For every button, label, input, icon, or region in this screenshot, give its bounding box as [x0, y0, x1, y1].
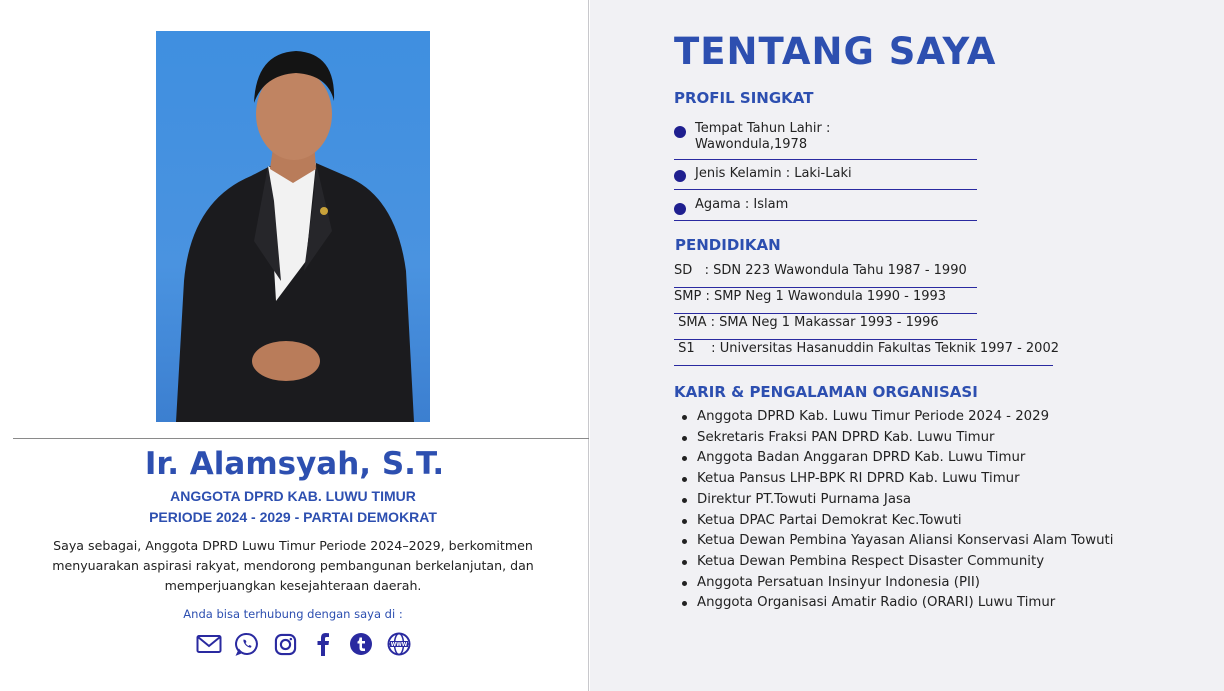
karir-item: Ketua Dewan Pembina Respect Disaster Community [697, 552, 1113, 573]
role-title: ANGGOTA DPRD KAB. LUWU TIMUR [170, 488, 416, 504]
pendidikan-item-sd: SD : SDN 223 Wawondula Tahu 1987 - 1990 [674, 262, 977, 288]
profil-item-value: Wawondula,1978 [695, 137, 808, 152]
profil-item-gender [674, 164, 977, 190]
bio-line: menyuarakan aspirasi rakyat, mendorong pembangunan berkelanjutan, dan [52, 558, 534, 573]
instagram-icon[interactable] [272, 631, 298, 657]
karir-item: Ketua Dewan Pembina Yayasan Aliansi Konservasi Alam Towuti [697, 531, 1113, 552]
page-title: TENTANG SAYA [674, 30, 997, 73]
karir-list [697, 407, 1113, 614]
profil-item-birth [674, 121, 977, 160]
divider [13, 438, 589, 439]
pendidikan-item-sma: SMA : SMA Neg 1 Makassar 1993 - 1996 [674, 314, 977, 340]
pendidikan-heading: PENDIDIKAN [675, 236, 781, 254]
role-period: PERIODE 2024 - 2029 - PARTAI DEMOKRAT [149, 509, 437, 525]
karir-item: Sekretaris Fraksi PAN DPRD Kab. Luwu Timur [697, 428, 1113, 449]
bio-line: memperjuangkan kesejahteraan daerah. [164, 578, 422, 593]
profil-item-label: Agama : Islam [695, 197, 789, 212]
profil-item-label: Tempat Tahun Lahir : [695, 121, 831, 136]
karir-item: Ketua DPAC Partai Demokrat Kec.Towuti [697, 511, 1113, 532]
connect-label: Anda bisa terhubung dengan saya di : [183, 607, 403, 621]
karir-heading: KARIR & PENGALAMAN ORGANISASI [674, 383, 978, 401]
profile-photo [156, 31, 430, 422]
profil-list [674, 121, 977, 221]
profile-panel [0, 0, 589, 691]
karir-item: Ketua Pansus LHP-BPK RI DPRD Kab. Luwu Timur [697, 469, 1113, 490]
pendidikan-item-smp: SMP : SMP Neg 1 Wawondula 1990 - 1993 [674, 288, 977, 314]
bullet-dot [674, 170, 686, 182]
svg-text:WWW: WWW [390, 642, 408, 648]
social-icons [196, 630, 412, 658]
karir-item: Direktur PT.Towuti Purnama Jasa [697, 490, 1113, 511]
bullet-dot [674, 203, 686, 215]
profil-item-label: Jenis Kelamin : Laki-Laki [695, 166, 852, 181]
profil-item-religion [674, 194, 977, 221]
profil-heading: PROFIL SINGKAT [674, 89, 814, 107]
email-icon[interactable] [196, 631, 222, 657]
whatsapp-icon[interactable] [234, 631, 260, 657]
about-panel [590, 0, 1224, 691]
bio-text [40, 536, 546, 596]
tumblr-icon[interactable] [348, 631, 374, 657]
pendidikan-item-s1: S1 : Universitas Hasanuddin Fakultas Teknik 1997 - 2002 [674, 340, 1053, 366]
profile-name: Ir. Alamsyah, S.T. [144, 446, 445, 482]
bullet-dot [674, 126, 686, 138]
karir-item: Anggota Badan Anggaran DPRD Kab. Luwu Timur [697, 448, 1113, 469]
facebook-icon[interactable] [310, 631, 336, 657]
website-icon[interactable] [386, 631, 412, 657]
karir-item: Anggota Persatuan Insinyur Indonesia (PII) [697, 573, 1113, 594]
karir-item: Anggota Organisasi Amatir Radio (ORARI) Luwu Timur [697, 593, 1113, 614]
karir-item: Anggota DPRD Kab. Luwu Timur Periode 2024 - 2029 [697, 407, 1113, 428]
bio-line: Saya sebagai, Anggota DPRD Luwu Timur Periode 2024–2029, berkomitmen [53, 538, 533, 553]
pendidikan-list [674, 262, 1059, 366]
